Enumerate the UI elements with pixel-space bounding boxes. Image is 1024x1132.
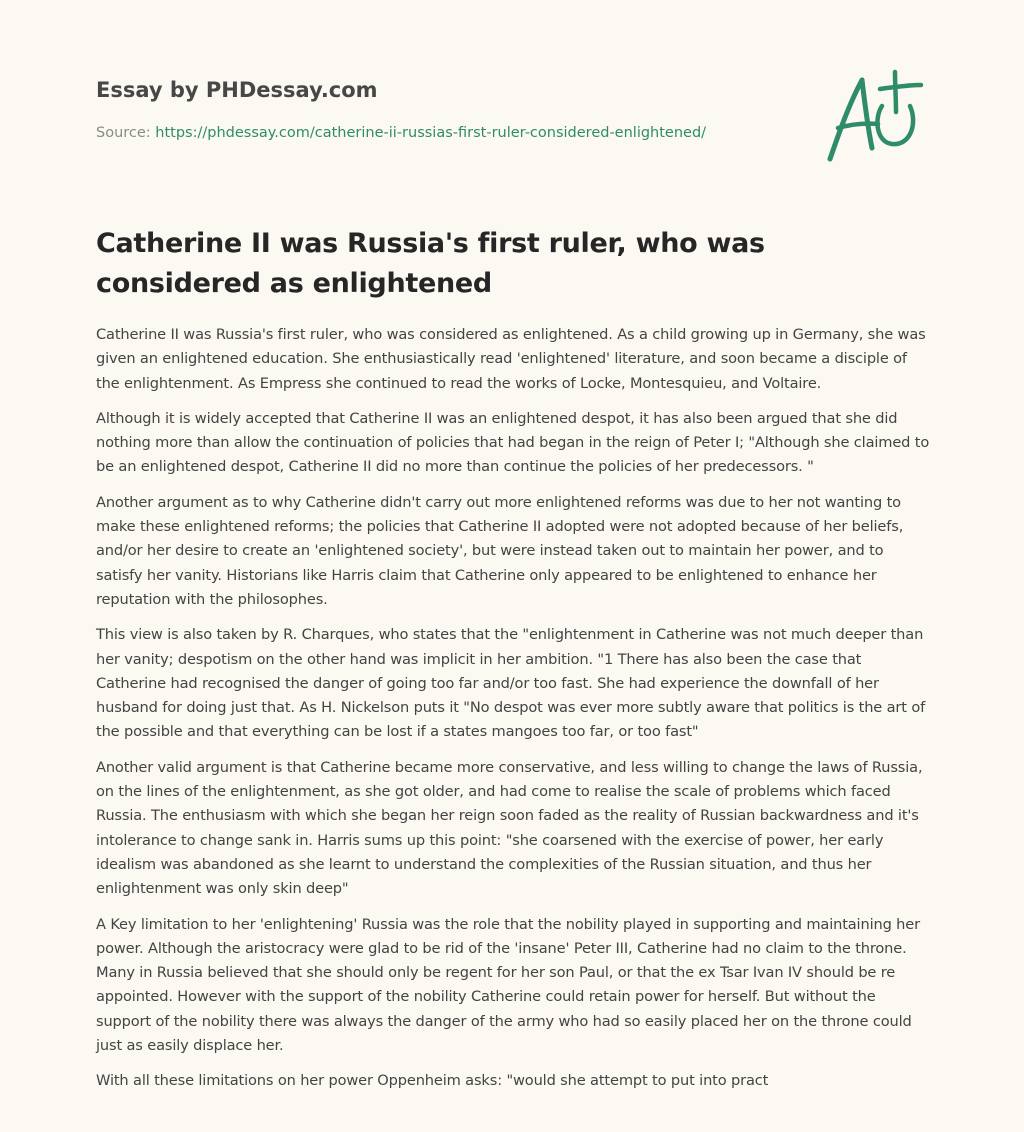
essay-paragraph: Another argument as to why Catherine didn't carry out more enlightened reforms was due to her not wanting to make these enlightened reforms; the policies that Catherine II adopted were not adopted because of her beliefs, and/or her desire to create an 'enlightened society', but were instead taken out to maintain her power, and to satisfy her vanity. Historians like Harris claim that Catherine only appeared to be enlightened to enhance her reputation with the philosophes. — [96, 493, 904, 608]
essay-paragraph: Catherine II was Russia's first ruler, who was considered as enlightened. As a child growing up in Germany, she was given an enlightened education. She enthusiastically read 'enlightened' literature, and soon became a disciple of the enlightenment. As Empress she continued to read the works of Locke, Montesquieu, and Voltaire. — [96, 326, 926, 392]
source-line — [96, 123, 796, 143]
essay-paragraph: Although it is widely accepted that Catherine II was an enlightened despot, it has also been argued that she did nothing more than allow the continuation of policies that had began in the reign of Peter I; "Although she claimed to be an enlightened despot, Catherine II did no more than continue the policies of her predecessors. " — [96, 409, 930, 476]
essay-paragraph: With all these limitations on her power Oppenheim asks: "would she attempt to put into pract — [96, 1072, 769, 1090]
essay-title: Catherine II was Russia's first ruler, who was considered as enlightened — [96, 228, 765, 299]
source-label: Source: — [96, 125, 156, 141]
essay-paragraph: A Key limitation to her 'enlightening' Russia was the role that the nobility played in supporting and maintaining her power. Although the aristocracy were glad to be rid of the 'insane' Peter III, Catherine had no claim to the throne. Many in Russia believed that she should only be regent for her son Paul, or that the ex Tsar Ivan IV should be re appointed. However with the support of the nobility Catherine could retain power for herself. But without the support of the nobility there was always the danger of the army who had so easily placed her on the throne could just as easily displace her. — [96, 915, 920, 1055]
essay-paragraph: This view is also taken by R. Charques, who states that the "enlightenment in Catherine was not much deeper than her vanity; despotism on the other hand was implicit in her ambition. "1 There has also been the case that Catherine had recognised the danger of going too far and/or too fast. She had experience the downfall of her husband for doing just that. As H. Nickelson puts it "No despot was ever more subtly aware that politics is the art of the possible and that everything can be lost if a states mangoes too far, or too fast" — [96, 626, 926, 741]
source-link[interactable]: https://phdessay.com/catherine-ii-russias-first-ruler-considered-enlightened/ — [155, 125, 707, 141]
site-title: Essay by PHDessay.com — [96, 78, 378, 102]
essay-paragraph: Another valid argument is that Catherine became more conservative, and less willing to change the laws of Russia, on the lines of the enlightenment, as she got older, and had come to realise the scale of problems which faced Russia. The enthusiasm with which she began her reign soon faded as the reality of Russian backwardness and it's intolerance to change sank in. Harris sums up this point: "she coarsened with the exercise of power, her early idealism was abandoned as she learnt to understand the complexities of the Russian situation, and thus her enlightenment was only skin deep" — [96, 758, 923, 898]
essay-body — [96, 323, 934, 1105]
a-plus-logo-icon — [818, 66, 928, 166]
site-header — [96, 76, 796, 143]
